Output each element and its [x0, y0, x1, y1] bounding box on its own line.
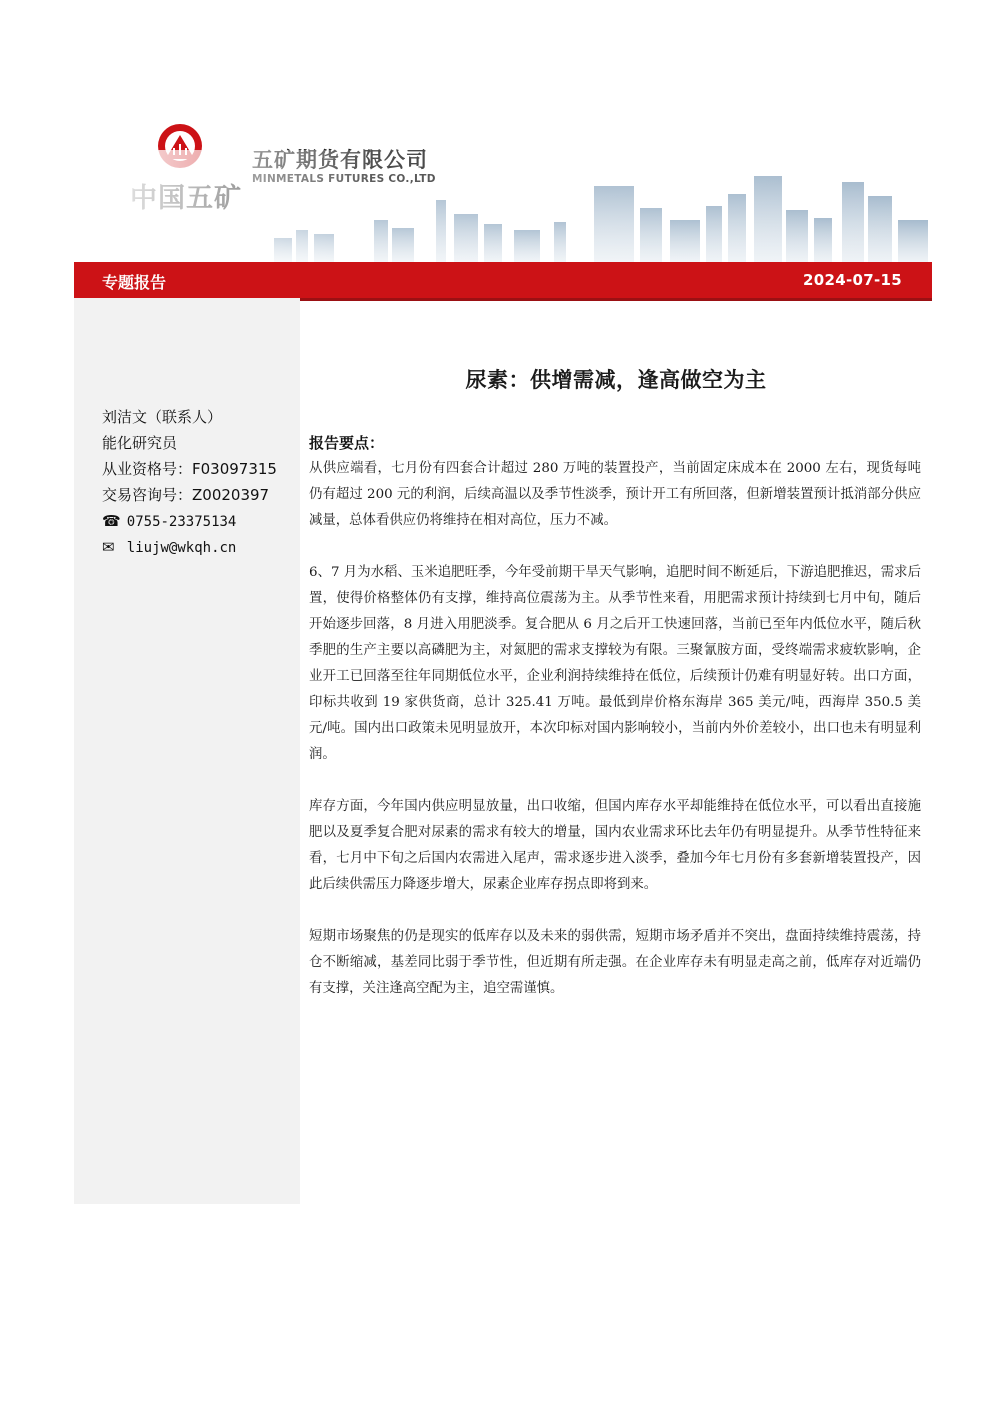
- author-phone: 0755-23375134: [126, 514, 237, 530]
- phone-icon: ☎: [102, 512, 121, 530]
- author-contact-block: [102, 404, 277, 560]
- author-consult-number: 交易咨询号：Z0020397: [102, 486, 270, 504]
- report-banner: [74, 262, 932, 298]
- author-role: 能化研究员: [102, 434, 178, 452]
- city-skyline-image: [74, 150, 932, 262]
- author-email[interactable]: liujw@wkqh.cn: [126, 540, 237, 556]
- report-date: 2024-07-15: [803, 271, 902, 289]
- author-name: 刘洁文（联系人）: [102, 408, 223, 426]
- report-type-label: 专题报告: [102, 273, 167, 292]
- report-body: [309, 430, 921, 1002]
- paragraph-supply: 从供应端看，七月份有四套合计超过 280 万吨的装置投产，当前固定床成本在 2000 左右，现货每吨仍有超过 200 元的利润，后续高温以及季节性淡季，预计开工有所回落，但新增装置预计抵消部分供应减量，总体看供应仍将维持在相对高位，压力不减。: [309, 461, 921, 528]
- mail-icon: ✉: [102, 538, 115, 556]
- author-email-row: [102, 534, 277, 560]
- paragraph-outlook: 短期市场聚焦的仍是现实的低库存以及未来的弱供需，短期市场矛盾并不突出，盘面持续维持震荡，持仓不断缩减，基差同比弱于季节性，但近期有所走强。在企业库存未有明显走高之前，低库存对近端仍有支撑，关注逢高空配为主，追空需谨慎。: [309, 929, 921, 996]
- author-phone-row: [102, 508, 277, 534]
- author-sidebar: [74, 298, 300, 1204]
- paragraph-demand: 6、7 月为水稻、玉米追肥旺季，今年受前期干旱天气影响，追肥时间不断延后，下游追肥推迟，需求后置，使得价格整体仍有支撑，维持高位震荡为主。从季节性来看，用肥需求预计持续到七月中旬，随后开始逐步回落，8 月进入用肥淡季。复合肥从 6 月之后开工快速回落，当前已至年内低位水平，随后秋季肥的生产主要以高磷肥为主，对氮肥的需求支撑较为有限。三聚氰胺方面，受终端需求疲软影响，企业开工已回落至往年同期低位水平，企业利润持续维持在低位，后续预计仍难有明显好转。出口方面，印标共收到 19 家供货商，总计 325.41 万吨。最低到岸价格东海岸 365 美元/吨，西海岸 350.5 美元/吨。国内出口政策未见明显放开，本次印标对国内影响较小，当前内外价差较小，出口也未有明显利润。: [309, 565, 921, 762]
- report-header: [0, 0, 992, 262]
- report-title: 尿素：供增需减，逢高做空为主: [465, 368, 767, 392]
- paragraph-inventory: 库存方面，今年国内供应明显放量，出口收缩，但国内库存水平却能维持在低位水平，可以看出直接施肥以及夏季复合肥对尿素的需求有较大的增量，国内农业需求环比去年仍有明显提升。从季节性特征来看，七月中下旬之后国内农需进入尾声，需求逐步进入淡季，叠加今年七月份有多套新增装置投产，因此后续供需压力降逐步增大，尿素企业库存拐点即将到来。: [309, 799, 921, 892]
- key-points-heading: 报告要点：: [309, 434, 385, 452]
- author-qualification: 从业资格号：F03097315: [102, 460, 277, 478]
